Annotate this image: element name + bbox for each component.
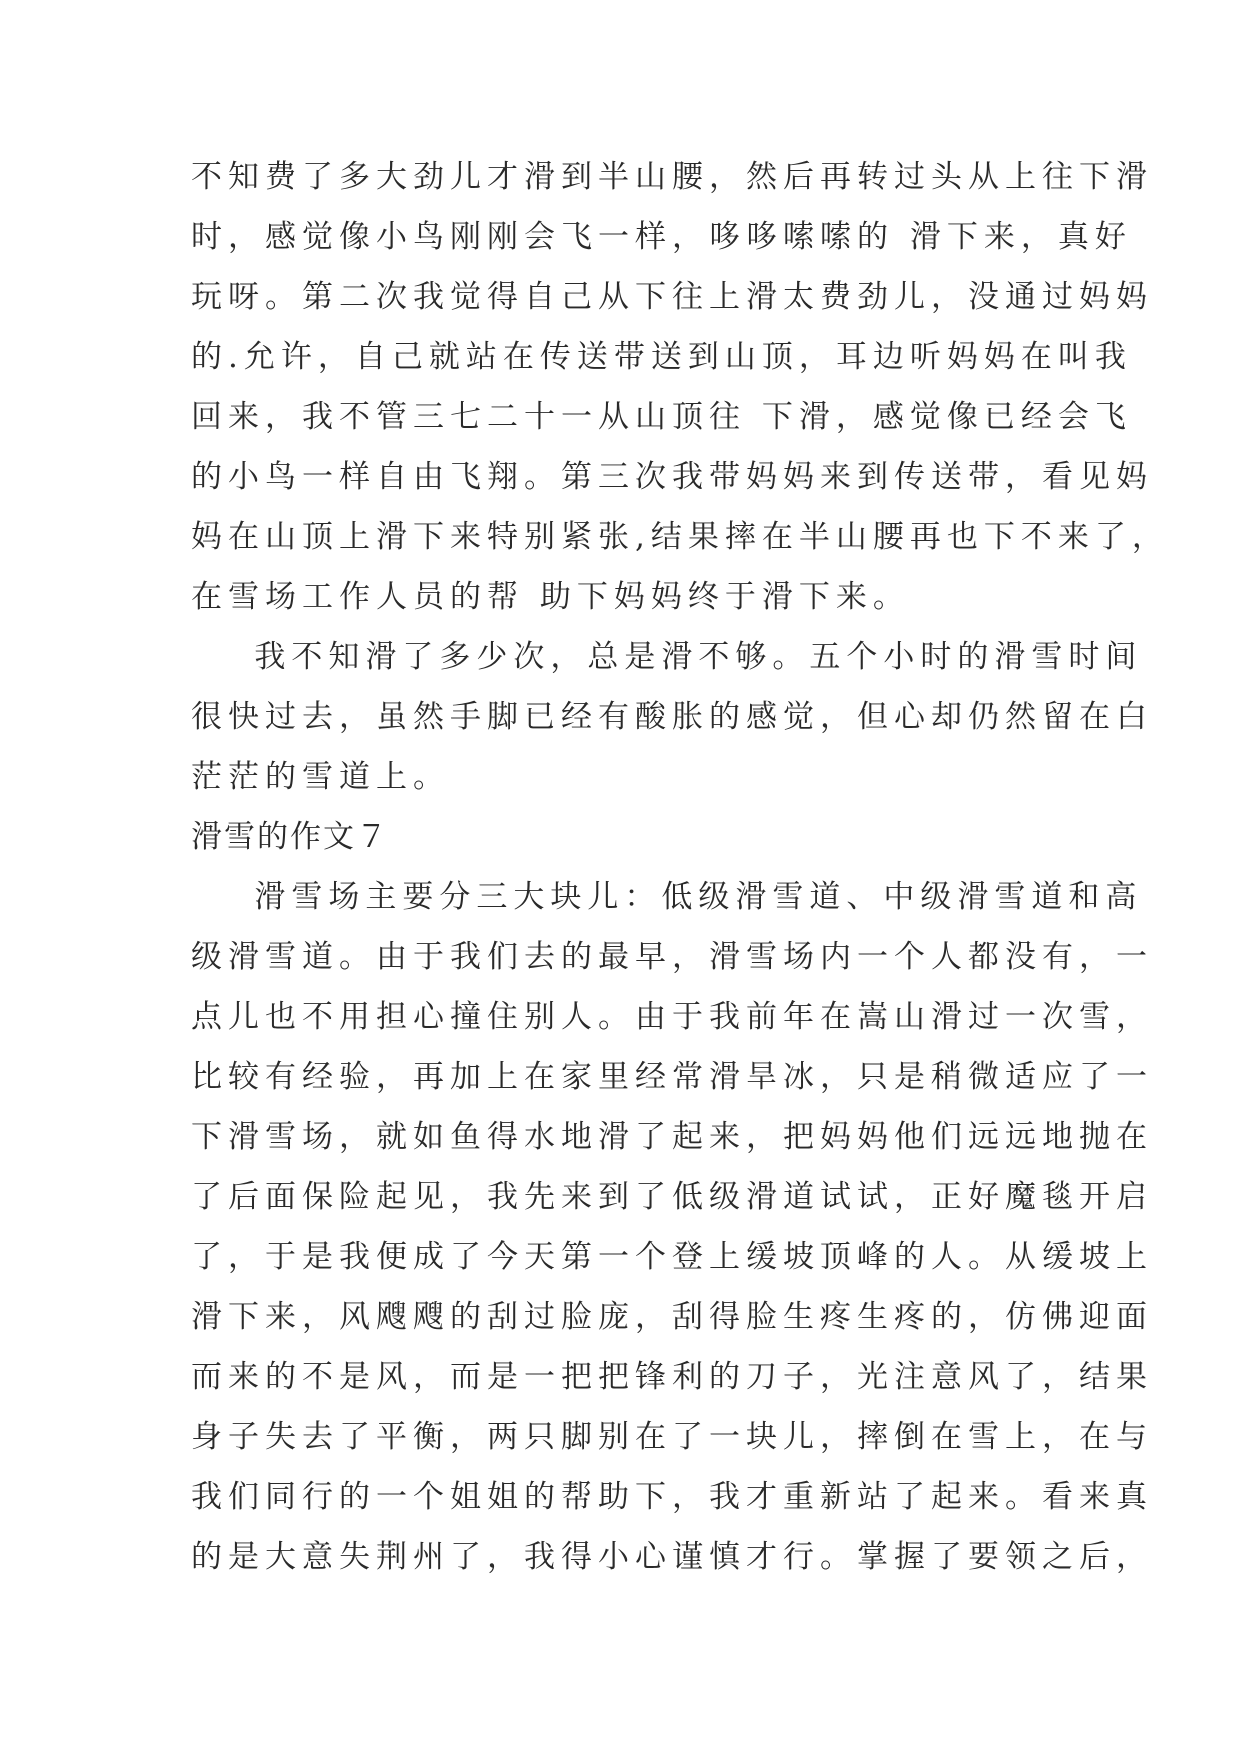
- text-line: 的.允许，自己就站在传送带送到山顶，耳边听妈妈在叫我: [191, 339, 1132, 375]
- text-line: 滑雪场主要分三大块儿：低级滑雪道、中级滑雪道和高: [191, 879, 1143, 915]
- text-line: 的小鸟一样自由飞翔。第三次我带妈妈来到传送带，看见妈: [191, 459, 1153, 495]
- text-line: 不知费了多大劲儿才滑到半山腰，然后再转过头从上往下滑: [191, 159, 1153, 195]
- text-line: 妈在山顶上滑下来特别紧张,结果摔在半山腰再也下不来了，: [191, 519, 1169, 555]
- text-line: 的是大意失荆州了，我得小心谨慎才行。掌握了要领之后，: [191, 1539, 1153, 1575]
- text-line: 了后面保险起见，我先来到了低级滑道试试，正好魔毯开启: [191, 1179, 1153, 1215]
- text-line: 下滑雪场，就如鱼得水地滑了起来，把妈妈他们远远地抛在: [191, 1119, 1153, 1155]
- text-line: 茫茫的雪道上。: [191, 759, 450, 795]
- text-line: 滑下来，风飕飕的刮过脸庞，刮得脸生疼生疼的，仿佛迎面: [191, 1299, 1153, 1335]
- text-line: 而来的不是风，而是一把把锋利的刀子，光注意风了，结果: [191, 1359, 1153, 1395]
- text-line: 比较有经验，再加上在家里经常滑旱冰，只是稍微适应了一: [191, 1059, 1153, 1095]
- text-line: 我们同行的一个姐姐的帮助下，我才重新站了起来。看来真: [191, 1479, 1153, 1515]
- text-line: 了，于是我便成了今天第一个登上缓坡顶峰的人。从缓坡上: [191, 1239, 1153, 1275]
- text-line: 很快过去，虽然手脚已经有酸胀的感觉，但心却仍然留在白: [191, 699, 1153, 735]
- text-line: 我不知滑了多少次，总是滑不够。五个小时的滑雪时间: [191, 639, 1143, 675]
- text-line: 回来，我不管三七二十一从山顶往 下滑，感觉像已经会飞: [191, 399, 1132, 435]
- text-line: 点儿也不用担心撞住别人。由于我前年在嵩山滑过一次雪，: [191, 999, 1153, 1035]
- text-line: 身子失去了平衡，两只脚别在了一块儿，摔倒在雪上，在与: [191, 1419, 1153, 1455]
- section-heading: 滑雪的作文７: [191, 819, 389, 855]
- text-line: 在雪场工作人员的帮 助下妈妈终于滑下来。: [191, 579, 910, 615]
- text-line: 级滑雪道。由于我们去的最早，滑雪场内一个人都没有，一: [191, 939, 1153, 975]
- text-line: 玩呀。第二次我觉得自己从下往上滑太费劲儿，没通过妈妈: [191, 279, 1153, 315]
- text-line: 时，感觉像小鸟刚刚会飞一样，哆哆嗦嗦的 滑下来，真好: [191, 219, 1132, 255]
